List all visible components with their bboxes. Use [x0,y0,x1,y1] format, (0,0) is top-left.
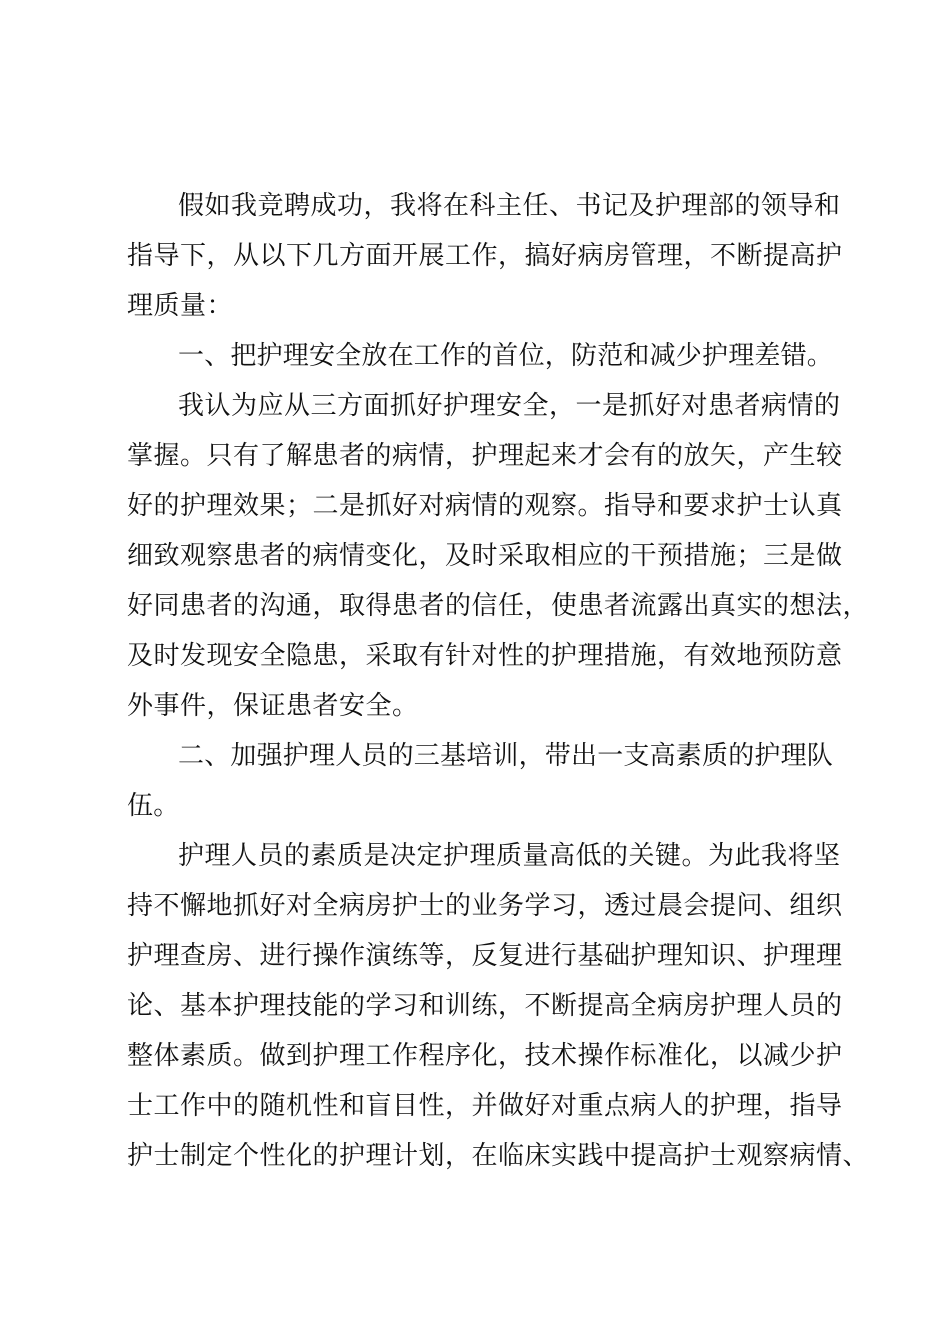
paragraph-3-line-1: 护理人员的素质是决定护理质量高低的关键。为此我将坚 [178,841,841,871]
paragraph-2-line-6: 及时发现安全隐患，采取有针对性的护理措施，有效地预防意 [127,641,843,671]
paragraph-2-line-1: 我认为应从三方面抓好护理安全，一是抓好对患者病情的 [178,391,841,421]
section-heading-2-line-2: 伍。 [127,791,180,821]
paragraph-2-line-4: 细致观察患者的病情变化，及时采取相应的干预措施；三是做 [127,541,843,571]
section-heading-1: 一、把护理安全放在工作的首位，防范和减少护理差错。 [178,341,834,371]
paragraph-1-line-3: 理质量： [127,291,234,321]
paragraph-2-line-5: 好同患者的沟通，取得患者的信任，使患者流露出真实的想法， [127,591,870,621]
paragraph-3-line-5: 整体素质。做到护理工作程序化，技术操作标准化，以减少护 [127,1041,843,1071]
paragraph-3-line-2: 持不懈地抓好对全病房护士的业务学习，透过晨会提问、组织 [127,891,843,921]
paragraph-2-line-3: 好的护理效果；二是抓好对病情的观察。指导和要求护士认真 [127,491,843,521]
paragraph-2-line-7: 外事件，保证患者安全。 [127,691,419,721]
paragraph-3-line-4: 论、基本护理技能的学习和训练，不断提高全病房护理人员的 [127,991,843,1021]
paragraph-1-line-2: 指导下，从以下几方面开展工作，搞好病房管理，不断提高护 [127,241,843,271]
paragraph-3-line-6: 士工作中的随机性和盲目性，并做好对重点病人的护理，指导 [127,1091,843,1121]
paragraph-2-line-2: 掌握。只有了解患者的病情，护理起来才会有的放矢，产生较 [127,441,843,471]
section-heading-2-line-1: 二、加强护理人员的三基培训，带出一支高素质的护理队 [178,741,834,771]
paragraph-3-line-3: 护理查房、进行操作演练等，反复进行基础护理知识、护理理 [127,941,843,971]
paragraph-3-line-7: 护士制定个性化的护理计划，在临床实践中提高护士观察病情、 [127,1141,870,1171]
paragraph-1-line-1: 假如我竞聘成功，我将在科主任、书记及护理部的领导和 [178,191,841,221]
